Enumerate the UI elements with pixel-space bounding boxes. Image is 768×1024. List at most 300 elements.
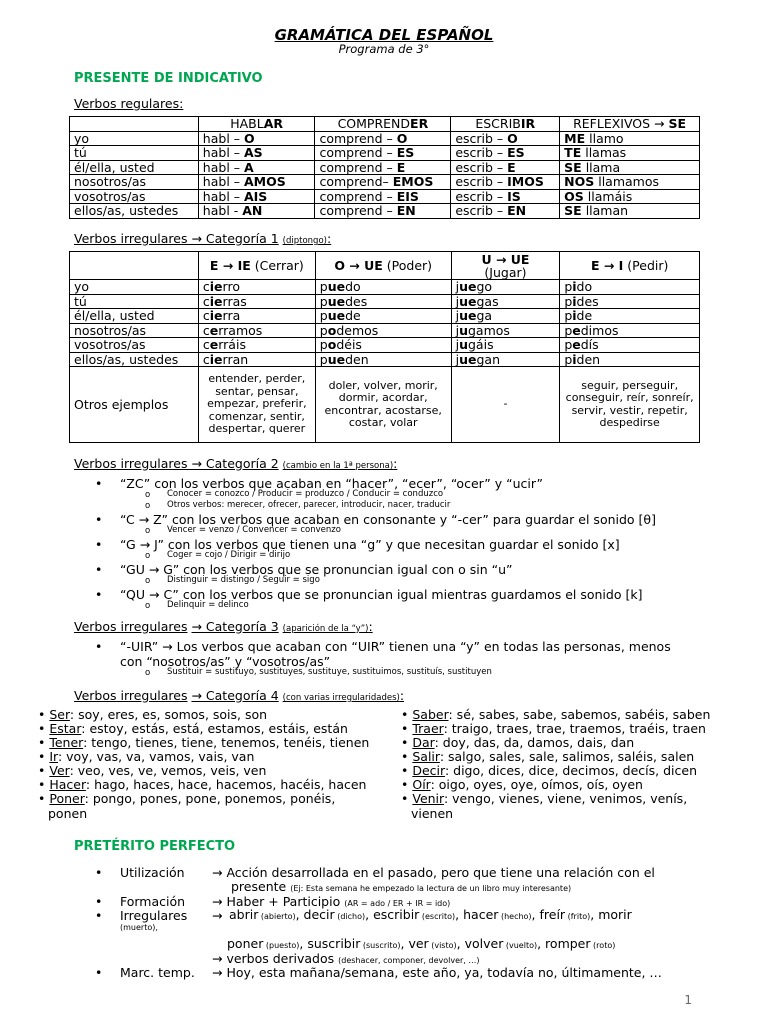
participle-form: (puesto) bbox=[263, 941, 300, 950]
stem: comprend – bbox=[319, 203, 397, 218]
pre: p bbox=[564, 337, 573, 352]
pre: p bbox=[564, 322, 573, 338]
header-stem: COMPREND bbox=[337, 116, 411, 131]
cat2-example: Distinguir = distingo / Seguir = sigo bbox=[167, 575, 320, 585]
stem: habl - bbox=[202, 203, 243, 218]
table-row bbox=[70, 280, 700, 295]
cat4-right-item bbox=[401, 722, 706, 736]
other-examples-cell: doler, volver, morir, dormir, acordar, encontrar, acostarse, costar, volar bbox=[315, 367, 451, 443]
conjugation-cell bbox=[198, 309, 315, 324]
irregular-cat2-heading: Verbos irregulares → Categoría 2 (cambio en la 1ª persona): bbox=[74, 456, 398, 471]
pre: j bbox=[455, 279, 460, 294]
vowel: i bbox=[572, 279, 577, 294]
participle-form: (hecho) bbox=[498, 912, 532, 921]
pp-utilizacion-text: → Acción desarrollada en el pasado, pero que tiene una relación con el bbox=[212, 865, 655, 880]
irregular-cat1-table bbox=[69, 251, 700, 443]
cat2-rule: “G → J” con los verbos que tienen una “g” y que necesitan guardar el sonido [x] bbox=[120, 537, 620, 552]
conjugation-cell bbox=[198, 338, 315, 353]
stem: escrib – bbox=[455, 159, 508, 175]
conjugation-cell bbox=[315, 294, 451, 309]
comma: , bbox=[299, 936, 304, 951]
conjugation-cell bbox=[560, 338, 700, 353]
bullet: • bbox=[401, 749, 413, 764]
sub-bullet: o bbox=[145, 601, 151, 611]
post: gáis bbox=[468, 337, 494, 352]
table-row bbox=[70, 309, 700, 324]
table-row bbox=[70, 294, 700, 309]
ending: AN bbox=[242, 203, 263, 218]
participle-verb: poner bbox=[227, 936, 264, 951]
pp-formacion-note: (AR = ado / ER + IR = ido) bbox=[344, 899, 451, 908]
bullet: • bbox=[38, 777, 50, 792]
person-cell: nosotros/as bbox=[70, 323, 199, 338]
conjugation-cell bbox=[198, 323, 315, 338]
empty-header-cell bbox=[70, 252, 199, 280]
conjugation-cell bbox=[198, 189, 315, 204]
header-ending: AR bbox=[263, 116, 284, 131]
stem: escrib – bbox=[455, 130, 508, 146]
participle-verb: abrir bbox=[229, 907, 259, 922]
pp-irregulares-list1 bbox=[229, 907, 632, 922]
vowel: o bbox=[327, 322, 337, 338]
cat2-example: Otros verbos: merecer, ofrecer, parecer, introducir, nacer, traducir bbox=[167, 500, 451, 510]
conjugation-cell bbox=[315, 160, 451, 175]
vowel: i bbox=[572, 308, 577, 323]
vowel: i bbox=[572, 293, 577, 309]
vowel: u bbox=[459, 337, 468, 352]
pre: c bbox=[202, 337, 210, 352]
ending: A bbox=[243, 159, 254, 175]
person-cell: vosotros/as bbox=[70, 338, 199, 353]
verb-name: Ver bbox=[49, 763, 70, 778]
reflexive-cell bbox=[560, 204, 700, 219]
regular-table-header bbox=[70, 117, 700, 132]
person-cell: tú bbox=[70, 146, 199, 161]
post: gamos bbox=[468, 322, 510, 338]
person-cell: vosotros/as bbox=[70, 189, 199, 204]
pre: j bbox=[455, 293, 460, 309]
cat2-rule: “C → Z” con los verbos que acaban en consonante y “-cer” para guardar el sonido [θ] bbox=[120, 512, 656, 527]
conjugation-cell bbox=[560, 309, 700, 324]
stem: escrib – bbox=[455, 145, 508, 160]
pronoun: NOS bbox=[564, 174, 595, 189]
sub-bullet: o bbox=[145, 576, 151, 586]
cat4-left-item bbox=[38, 764, 266, 778]
cat4-right-item bbox=[401, 792, 687, 806]
change: E → IE bbox=[209, 258, 251, 273]
bullet: • bbox=[95, 908, 103, 923]
irregular-table-header bbox=[70, 252, 700, 280]
pre: c bbox=[202, 351, 210, 367]
conjugation-cell bbox=[451, 338, 560, 353]
participle-form: (visto) bbox=[428, 941, 457, 950]
post: des bbox=[345, 293, 368, 309]
conjugation-cell bbox=[315, 323, 451, 338]
post: déis bbox=[336, 337, 362, 352]
conjugation-cell bbox=[560, 323, 700, 338]
conjugation-cell bbox=[451, 309, 560, 324]
post: den bbox=[345, 351, 369, 367]
ending: IS bbox=[507, 188, 521, 204]
comma: , bbox=[400, 936, 405, 951]
cat3-example: Sustituir = sustituyo, sustituyes, sustituye, sustituimos, sustituís, sustituyen bbox=[167, 667, 492, 677]
pre: c bbox=[202, 279, 210, 294]
pp-irregulares-muerto: (muerto), bbox=[120, 923, 158, 932]
bullet: • bbox=[95, 537, 103, 552]
pre: j bbox=[455, 308, 460, 323]
verb-forms: : hago, haces, hace, hacemos, hacéis, hacen bbox=[85, 777, 367, 792]
header-stem: REFLEXIVOS → bbox=[573, 116, 669, 131]
participle-verb: volver bbox=[460, 936, 504, 951]
vowel: ie bbox=[209, 351, 223, 367]
page-number: 1 bbox=[684, 993, 692, 1007]
verb-forms: : doy, das, da, damos, dais, dan bbox=[434, 735, 635, 750]
participle-verb: ver bbox=[404, 936, 429, 951]
sub-bullet: o bbox=[145, 501, 151, 511]
other-examples-label: Otros ejemplos bbox=[70, 367, 199, 443]
comma: , bbox=[531, 907, 536, 922]
vowel: o bbox=[327, 337, 337, 352]
verb-name: Ser bbox=[49, 707, 70, 722]
stem: habl – bbox=[202, 174, 244, 189]
post: dimos bbox=[580, 322, 619, 338]
verb-forms: : vengo, vienes, viene, venimos, venís, bbox=[443, 791, 688, 806]
conjugation-cell bbox=[560, 280, 700, 295]
vowel: ue bbox=[459, 308, 477, 323]
pre: p bbox=[319, 351, 328, 367]
ending: EN bbox=[396, 203, 416, 218]
ending: IMOS bbox=[507, 174, 544, 189]
regular-verbs-heading: Verbos regulares: bbox=[74, 96, 184, 111]
table-row bbox=[70, 160, 700, 175]
conjugation-cell bbox=[451, 175, 560, 190]
pre: p bbox=[564, 293, 573, 309]
participle-form: (dicho) bbox=[334, 912, 366, 921]
verb-name: Oír bbox=[412, 777, 431, 792]
pronoun: OS bbox=[564, 188, 584, 204]
stem: comprend – bbox=[319, 130, 397, 146]
irregular-cat1-heading: Verbos irregulares → Categoría 1 (diptongo): bbox=[74, 231, 332, 246]
verb: llamamos bbox=[594, 174, 660, 189]
stem: comprend – bbox=[319, 159, 397, 175]
irregular-header-cell bbox=[560, 252, 700, 280]
change: O → UE bbox=[334, 258, 383, 273]
bullet: • bbox=[38, 763, 50, 778]
ending: AMOS bbox=[243, 174, 286, 189]
cat2-rule: “ZC” con los verbos que acaban en “hacer”, “ecer”, “ocer” y “ucir” bbox=[120, 476, 544, 491]
comma: , bbox=[590, 907, 595, 922]
pp-utilizacion-line2 bbox=[231, 879, 571, 894]
conjugation-cell bbox=[315, 338, 451, 353]
conjugation-cell bbox=[315, 280, 451, 295]
table-row bbox=[70, 323, 700, 338]
stem: comprend – bbox=[319, 188, 397, 204]
ending: AIS bbox=[243, 188, 268, 204]
reflexive-cell bbox=[560, 160, 700, 175]
other-examples-cell: entender, perder, sentar, pensar, empezar, preferir, comenzar, sentir, despertar, querer bbox=[198, 367, 315, 443]
irregular-cat3-title-a: Verbos irregulares bbox=[74, 619, 188, 634]
cat3-line1: “-UIR” → Los verbos que acaban con “UIR” tienen una “y” en todas las personas, menos bbox=[120, 639, 671, 654]
regular-header-cell bbox=[315, 117, 451, 132]
bullet: • bbox=[95, 562, 103, 577]
verb-forms: : salgo, sales, sale, salimos, saléis, salen bbox=[439, 749, 695, 764]
regular-header-cell bbox=[451, 117, 560, 132]
cat2-rule: “GU → G” con los verbos que se pronuncian igual con o sin “u” bbox=[120, 562, 513, 577]
post: do bbox=[576, 279, 593, 294]
regular-header-cell bbox=[70, 117, 199, 132]
conjugation-cell bbox=[560, 294, 700, 309]
bullet: • bbox=[38, 749, 50, 764]
pre: p bbox=[319, 322, 328, 338]
post: do bbox=[345, 279, 361, 294]
verb-forms: : tengo, tienes, tiene, tenemos, tenéis, tienen bbox=[83, 735, 370, 750]
conjugation-cell bbox=[315, 175, 451, 190]
pre: j bbox=[455, 337, 460, 352]
verb: llamo bbox=[585, 130, 624, 146]
reflexive-cell bbox=[560, 131, 700, 146]
ending: O bbox=[243, 130, 255, 146]
cat2-example: Delinquir = delinco bbox=[167, 600, 249, 610]
participle-verb: decir bbox=[299, 907, 335, 922]
vowel: e bbox=[209, 337, 219, 352]
vowel: ie bbox=[209, 293, 223, 309]
post: de bbox=[345, 308, 361, 323]
pp-irregulares-arrow: → bbox=[212, 908, 223, 923]
bullet: • bbox=[401, 735, 413, 750]
cat4-right-continuation: vienen bbox=[411, 806, 454, 821]
conjugation-cell bbox=[198, 204, 315, 219]
pronoun: SE bbox=[564, 159, 582, 175]
ending: E bbox=[507, 159, 516, 175]
verb-name: Salir bbox=[412, 749, 440, 764]
vowel: ue bbox=[459, 351, 477, 367]
vowel: ie bbox=[209, 279, 223, 294]
table-row bbox=[70, 131, 700, 146]
irregular-header-cell bbox=[315, 252, 451, 280]
pre: p bbox=[564, 308, 573, 323]
cat3-line2: con “nosotros/as” y “vosotros/as” bbox=[120, 654, 331, 669]
bullet: • bbox=[401, 721, 413, 736]
pre: j bbox=[455, 322, 460, 338]
comma: , bbox=[456, 936, 461, 951]
post: rran bbox=[222, 351, 249, 367]
participle-form: (roto) bbox=[590, 941, 616, 950]
cat4-left-item bbox=[38, 750, 254, 764]
ending: O bbox=[507, 130, 518, 146]
comma: , bbox=[295, 907, 300, 922]
cat4-right-item bbox=[401, 764, 697, 778]
verb-name: Poner bbox=[49, 791, 85, 806]
post: des bbox=[576, 293, 599, 309]
irregular-header-cell bbox=[451, 252, 560, 280]
vowel: ie bbox=[209, 308, 223, 323]
regular-header-cell bbox=[560, 117, 700, 132]
bullet: • bbox=[38, 707, 50, 722]
section-heading-presente: PRESENTE DE INDICATIVO bbox=[74, 71, 263, 86]
pp-derivados-line bbox=[212, 951, 480, 966]
person-cell: nosotros/as bbox=[70, 175, 199, 190]
participle-verb: romper bbox=[541, 936, 591, 951]
stem: escrib – bbox=[455, 188, 508, 204]
conjugation-cell bbox=[315, 189, 451, 204]
comma: , bbox=[537, 936, 542, 951]
cat4-right-item bbox=[401, 778, 643, 792]
bullet: • bbox=[95, 965, 103, 980]
regular-verbs-table bbox=[69, 116, 700, 219]
irregular-cat3-note: (aparición de la “y”) bbox=[282, 624, 369, 634]
ending: ES bbox=[507, 145, 525, 160]
conjugation-cell bbox=[451, 131, 560, 146]
person-cell: ellos/as, ustedes bbox=[70, 352, 199, 367]
participle-verb: morir bbox=[594, 907, 632, 922]
conjugation-cell bbox=[315, 146, 451, 161]
conjugation-cell bbox=[451, 204, 560, 219]
participle-form: (suscrito) bbox=[360, 941, 401, 950]
conjugation-cell bbox=[198, 280, 315, 295]
vowel: ue bbox=[459, 293, 477, 309]
example-verb: (Pedir) bbox=[623, 258, 669, 273]
table-row bbox=[70, 204, 700, 219]
bullet: • bbox=[401, 777, 413, 792]
vowel: u bbox=[459, 322, 468, 338]
reflexive-cell bbox=[560, 189, 700, 204]
bullet: • bbox=[95, 865, 103, 880]
verb-forms: : oigo, oyes, oye, oímos, oís, oyen bbox=[430, 777, 643, 792]
ending: EMOS bbox=[392, 174, 434, 189]
irregular-cat4-title-b: → Categoría 4 bbox=[191, 688, 279, 703]
post: dís bbox=[580, 337, 599, 352]
person-cell: él/ella, usted bbox=[70, 160, 199, 175]
header-stem: HABL bbox=[230, 116, 264, 131]
participle-form: (vuelto) bbox=[503, 941, 538, 950]
header-ending: SE bbox=[668, 116, 687, 131]
post: go bbox=[476, 279, 493, 294]
vowel: ue bbox=[327, 308, 346, 323]
post: rra bbox=[222, 308, 241, 323]
pp-utilizacion-text2: presente bbox=[231, 879, 287, 894]
conjugation-cell bbox=[451, 160, 560, 175]
verb-name: Dar bbox=[412, 735, 435, 750]
vowel: i bbox=[572, 351, 577, 367]
header-stem: ESCRIB bbox=[475, 116, 521, 131]
bullet: • bbox=[38, 735, 50, 750]
ending: E bbox=[396, 159, 406, 175]
verb-name: Ir bbox=[49, 749, 58, 764]
vowel: ue bbox=[327, 351, 346, 367]
bullet: • bbox=[401, 763, 413, 778]
conjugation-cell bbox=[198, 175, 315, 190]
verb-name: Venir bbox=[412, 791, 444, 806]
pp-formacion-label: Formación bbox=[120, 894, 186, 909]
verb-name: Saber bbox=[412, 707, 449, 722]
conjugation-cell bbox=[198, 294, 315, 309]
vowel: ue bbox=[327, 279, 346, 294]
pp-marc-label: Marc. temp. bbox=[120, 965, 195, 980]
conjugation-cell bbox=[198, 352, 315, 367]
table-row bbox=[70, 189, 700, 204]
pp-marc-text: → Hoy, esta mañana/semana, este año, ya, todavía no, últimamente, … bbox=[212, 965, 662, 980]
header-ending: IR bbox=[520, 116, 536, 131]
verb: llamas bbox=[581, 145, 627, 160]
section-heading-preterito: PRETÉRITO PERFECTO bbox=[74, 839, 236, 854]
verb-name: Traer bbox=[412, 721, 444, 736]
pronoun: SE bbox=[564, 203, 582, 218]
participle-verb: hacer bbox=[459, 907, 499, 922]
person-cell: yo bbox=[70, 280, 199, 295]
verb-forms: : voy, vas, va, vamos, vais, van bbox=[57, 749, 255, 764]
page-title: GRAMÁTICA DEL ESPAÑOL bbox=[274, 26, 494, 44]
post: rramos bbox=[218, 322, 263, 338]
bullet: • bbox=[95, 894, 103, 909]
verb-forms: : traigo, traes, trae, traemos, traéis, traen bbox=[443, 721, 706, 736]
verb-forms: : soy, eres, es, somos, sois, son bbox=[69, 707, 268, 722]
conjugation-cell bbox=[198, 160, 315, 175]
cat4-right-item bbox=[401, 750, 694, 764]
verb: llaman bbox=[581, 203, 629, 218]
irregular-cat2-note: (cambio en la 1ª persona) bbox=[282, 461, 394, 471]
bullet: • bbox=[95, 476, 103, 491]
irregular-cat3-heading: Verbos irregulares → Categoría 3 (aparición de la “y”): bbox=[74, 619, 373, 634]
post: gas bbox=[476, 293, 499, 309]
pre: p bbox=[564, 351, 573, 367]
conjugation-cell bbox=[451, 323, 560, 338]
post: demos bbox=[336, 322, 379, 338]
conjugation-cell bbox=[560, 352, 700, 367]
cat4-right-item bbox=[401, 708, 710, 722]
bullet: • bbox=[38, 721, 50, 736]
stem: escrib – bbox=[455, 203, 508, 218]
other-examples-row bbox=[70, 367, 700, 443]
cat4-left-item bbox=[38, 722, 348, 736]
reflexive-cell bbox=[560, 175, 700, 190]
pp-utilizacion-label: Utilización bbox=[120, 865, 185, 880]
irregular-cat1-note: (diptongo) bbox=[282, 236, 327, 246]
person-cell: tú bbox=[70, 294, 199, 309]
conjugation-cell bbox=[451, 146, 560, 161]
bullet: • bbox=[95, 512, 103, 527]
participle-form: (escrito) bbox=[419, 912, 456, 921]
stem: habl – bbox=[202, 130, 244, 146]
post: de bbox=[576, 308, 593, 323]
post: ga bbox=[476, 308, 493, 323]
example-verb: (Jugar) bbox=[484, 264, 527, 280]
verb-forms: : digo, dices, dice, decimos, decís, dicen bbox=[444, 763, 697, 778]
comma: , bbox=[365, 907, 370, 922]
pre: p bbox=[319, 279, 328, 294]
pre: p bbox=[319, 337, 328, 352]
irregular-cat4-heading: Verbos irregulares → Categoría 4 (con varias irregularidades): bbox=[74, 688, 405, 703]
stem: comprend – bbox=[319, 145, 397, 160]
verb: llamáis bbox=[583, 188, 633, 204]
conjugation-cell bbox=[315, 309, 451, 324]
post: gan bbox=[476, 351, 501, 367]
participle-verb: escribir bbox=[369, 907, 420, 922]
bullet: • bbox=[95, 587, 103, 602]
sub-bullet: o bbox=[145, 551, 151, 561]
verb-name: Decir bbox=[412, 763, 445, 778]
irregular-cat1-title: Verbos irregulares → Categoría 1 bbox=[74, 231, 279, 246]
cat4-left-item bbox=[38, 736, 369, 750]
pre: j bbox=[455, 351, 460, 367]
sub-bullet: o bbox=[145, 668, 151, 678]
cat2-example: Coger = cojo / Dirigir = dirijo bbox=[167, 550, 291, 560]
ending: AS bbox=[243, 145, 263, 160]
sub-bullet: o bbox=[145, 490, 151, 500]
verb-name: Tener bbox=[49, 735, 84, 750]
conjugation-cell bbox=[315, 131, 451, 146]
cat4-left-item bbox=[38, 792, 335, 806]
conjugation-cell bbox=[198, 146, 315, 161]
